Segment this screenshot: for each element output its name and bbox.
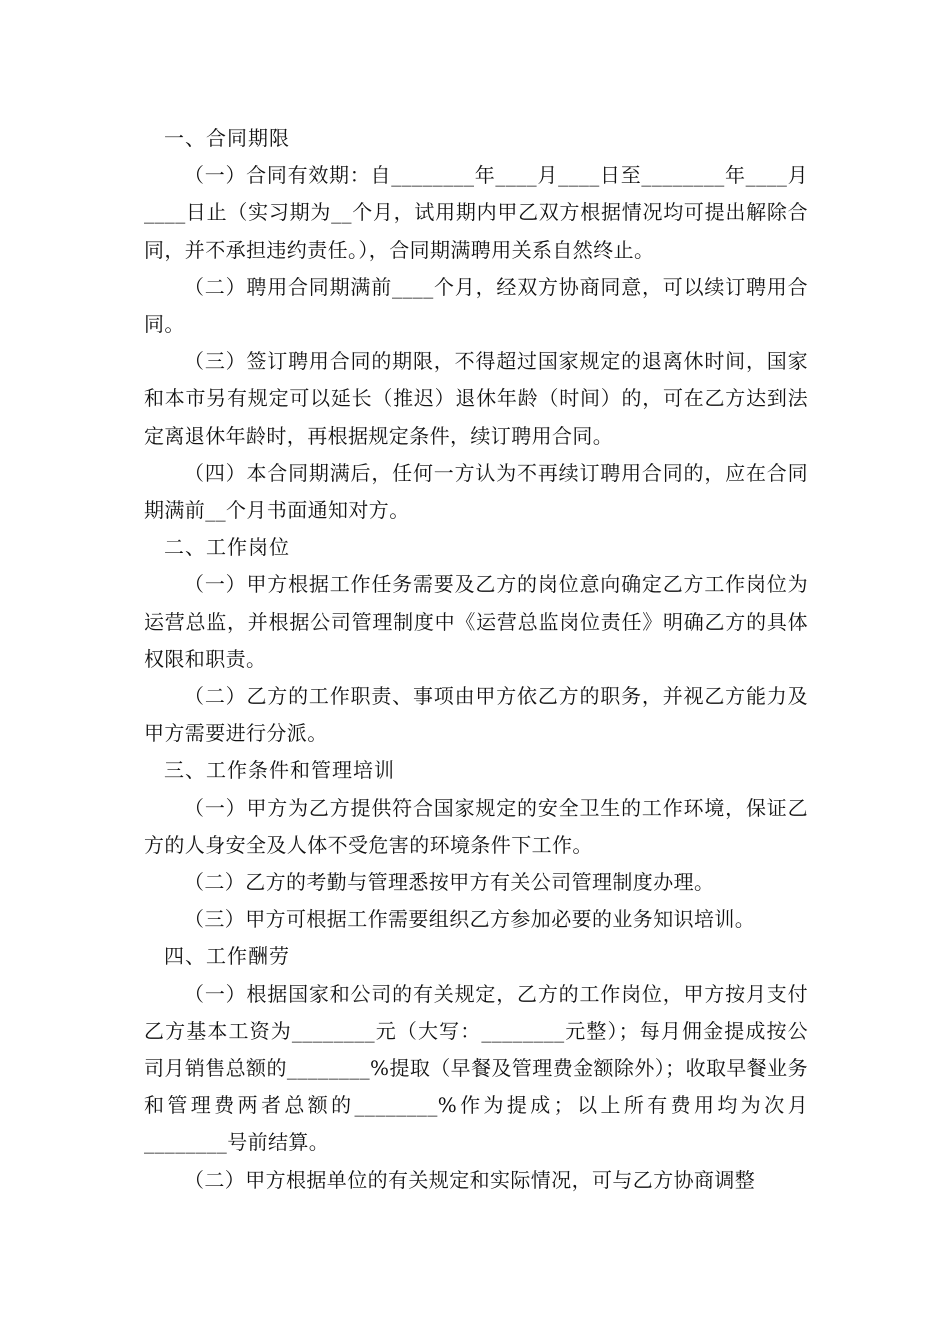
paragraph-conditions-2: （二）乙方的考勤与管理悉按甲方有关公司管理制度办理。	[184, 870, 715, 895]
paragraph-compensation-1: （一）根据国家和公司的有关规定，乙方的工作岗位，甲方按月支付乙方基本工资为________元（大写：________元整）；每月佣金提成按公司月销售总额的________%提取（早餐及管理费金额除外）；收取早餐业务和管理费两者总额的________%作为提成；以上所有费用均为次月________号前结算。	[144, 981, 808, 1155]
section-heading-conditions: 三、工作条件和管理培训	[164, 758, 395, 783]
paragraph-conditions-1: （一）甲方为乙方提供符合国家规定的安全卫生的工作环境，保证乙方的人身安全及人体不受危害的环境条件下工作。	[144, 795, 808, 857]
paragraph-compensation-2: （二）甲方根据单位的有关规定和实际情况，可与乙方协商调整	[184, 1167, 756, 1192]
paragraph-position-1: （一）甲方根据工作任务需要及乙方的岗位意向确定乙方工作岗位为运营总监，并根据公司管理制度中《运营总监岗位责任》明确乙方的具体权限和职责。	[144, 572, 808, 671]
section-heading-position: 二、工作岗位	[164, 535, 290, 560]
paragraph-conditions-3: （三）甲方可根据工作需要组织乙方参加必要的业务知识培训。	[184, 907, 756, 932]
section-heading-term: 一、合同期限	[164, 126, 290, 150]
document-body	[144, 120, 808, 1199]
section-heading-compensation: 四、工作酬劳	[164, 944, 290, 969]
paragraph-position-2: （二）乙方的工作职责、事项由甲方依乙方的职务，并视乙方能力及甲方需要进行分派。	[144, 684, 808, 746]
paragraph-term-4: （四）本合同期满后，任何一方认为不再续订聘用合同的，应在合同期满前__个月书面通知对方。	[144, 460, 808, 523]
paragraph-term-3: （三）签订聘用合同的期限，不得超过国家规定的退离休时间，国家和本市另有规定可以延长（推迟）退休年龄（时间）的，可在乙方达到法定离退休年龄时，再根据规定条件，续订聘用合同。	[144, 349, 808, 448]
paragraph-term-1: （一）合同有效期：自________年____月____日至________年____月____日止（实习期为__个月，试用期内甲乙双方根据情况均可提出解除合同，并不承担违约责任。），合同期满聘用关系自然终止。	[144, 163, 808, 262]
paragraph-term-2: （二）聘用合同期满前____个月，经双方协商同意，可以续订聘用合同。	[144, 274, 808, 337]
